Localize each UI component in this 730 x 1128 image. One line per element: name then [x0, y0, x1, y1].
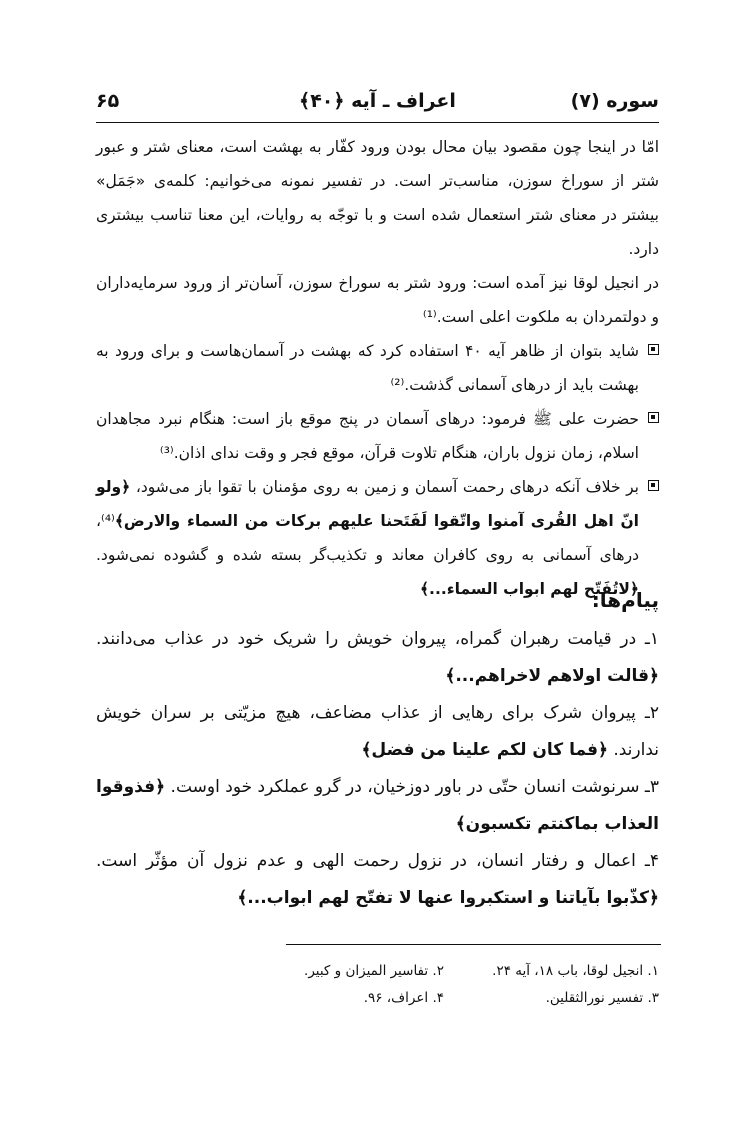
- message-item: [96, 695, 659, 769]
- message-text: ۲ـ پیروان شرک برای رهایی از عذاب مضاعف، هیچ مزیّتی بر سران خویش ندارند.: [96, 703, 659, 760]
- page-number: ۶۵: [96, 90, 120, 112]
- quran-quote: ﴿فما کان لکم علینا من فضل﴾: [361, 740, 608, 760]
- message-item: [96, 621, 659, 695]
- message-text: ۴ـ اعمال و رفتار انسان، در نزول رحمت الهی و عدم نزول آن مؤثّر است.: [96, 851, 659, 871]
- messages-section: [96, 582, 659, 917]
- footnote-1: ۱. انجیل لوقا، باب ۱۸، آیه ۲۴.: [492, 963, 659, 979]
- message-text: ۱ـ در قیامت رهبران گمراه، پیروان خویش را شریک خود در عذاب می‌دانند.: [96, 629, 659, 649]
- footnote-3: ۳. تفسیر نورالثقلین.: [545, 990, 659, 1006]
- bullet-text: ⁽⁴⁾، درهای آسمانی به روی کافران معاند و تکذیب‌گر بسته شده و گشوده نمی‌شود.: [96, 512, 639, 564]
- quran-quote: ﴿ولو انّ اهل القُری آمنوا واتّقوا لَفَتَحنا علیهم برکات من السماء والارض﴾: [96, 478, 639, 530]
- header-divider: [96, 122, 659, 123]
- surah-label: سوره (۷): [570, 90, 659, 112]
- footnote-row: [96, 958, 659, 985]
- quran-quote: ﴿قالت اولاهم لاخراهم...﴾: [445, 666, 659, 686]
- paragraph-camel-meaning: امّا در اینجا چون مقصود بیان محال بودن ورود کفّار به بهشت است، معنای شتر و عبور شتر از سوراخ سوزن، مناسب‌تر است. در تفسیر نمونه می‌خوانیم: کلمه‌ی «جَمَل» بیشتر در معنای شتر استعمال شده است و با توجّه به روایات، این معنا تناسب بیشتری دارد.: [96, 138, 659, 258]
- square-bullet-icon: [648, 480, 659, 491]
- footnote-2: ۲. تفاسیر المیزان و کبیر.: [304, 963, 444, 979]
- square-bullet-icon: [648, 344, 659, 355]
- square-bullet-icon: [648, 412, 659, 423]
- footnote-divider: [286, 944, 661, 945]
- quran-quote: ﴿کذّبوا بآیاتنا و استکبروا عنها لا تفتّح لهم ابواب...﴾: [237, 888, 659, 908]
- footnotes: [96, 958, 659, 1012]
- message-item: [96, 843, 659, 917]
- footnote-row: [96, 985, 659, 1012]
- quran-quote: ﴿فذوقوا العذاب بماکنتم تکسبون﴾: [96, 777, 659, 834]
- bullet-heaven-in-skies: [96, 334, 659, 402]
- bullet-text: شاید بتوان از ظاهر آیه ۴۰ استفاده کرد که بهشت در آسمان‌هاست و برای ورود به بهشت باید از درهای آسمانی گذشت.⁽²⁾: [96, 342, 639, 394]
- running-header: [96, 88, 659, 120]
- message-text: ۳ـ سرنوشت انسان حتّی در باور دوزخیان، در گرو عملکرد خود اوست.: [165, 777, 659, 797]
- bullet-text: حضرت علی ﷺ فرمود: درهای آسمان در پنج موقع باز است: هنگام نبرد مجاهدان اسلام، زمان نزول باران، هنگام تلاوت قرآن، موقع فجر و وقت ندای اذان.⁽³⁾: [96, 410, 639, 462]
- bullet-imam-ali-hadith: [96, 402, 659, 470]
- bullet-text: بر خلاف آنکه درهای رحمت آسمان و زمین به روی مؤمنان با تقوا باز می‌شود،: [130, 478, 639, 496]
- footnote-4: ۴. اعراف، ۹۶.: [363, 990, 444, 1006]
- quran-quote: ﴿لاتُفَتّح لهم ابواب السماء...﴾: [419, 580, 639, 598]
- paragraph-gospel-luke: در انجیل لوقا نیز آمده است: ورود شتر به سوراخ سوزن، آسان‌تر از ورود سرمایه‌داران و دولتمردان به ملکوت اعلی است.⁽¹⁾: [96, 274, 659, 326]
- message-item: [96, 769, 659, 843]
- messages-title: پیام‌ها:: [591, 588, 659, 612]
- commentary-body: [96, 130, 659, 606]
- header-title: اعراف ـ آیه ﴿۴۰﴾: [299, 90, 456, 112]
